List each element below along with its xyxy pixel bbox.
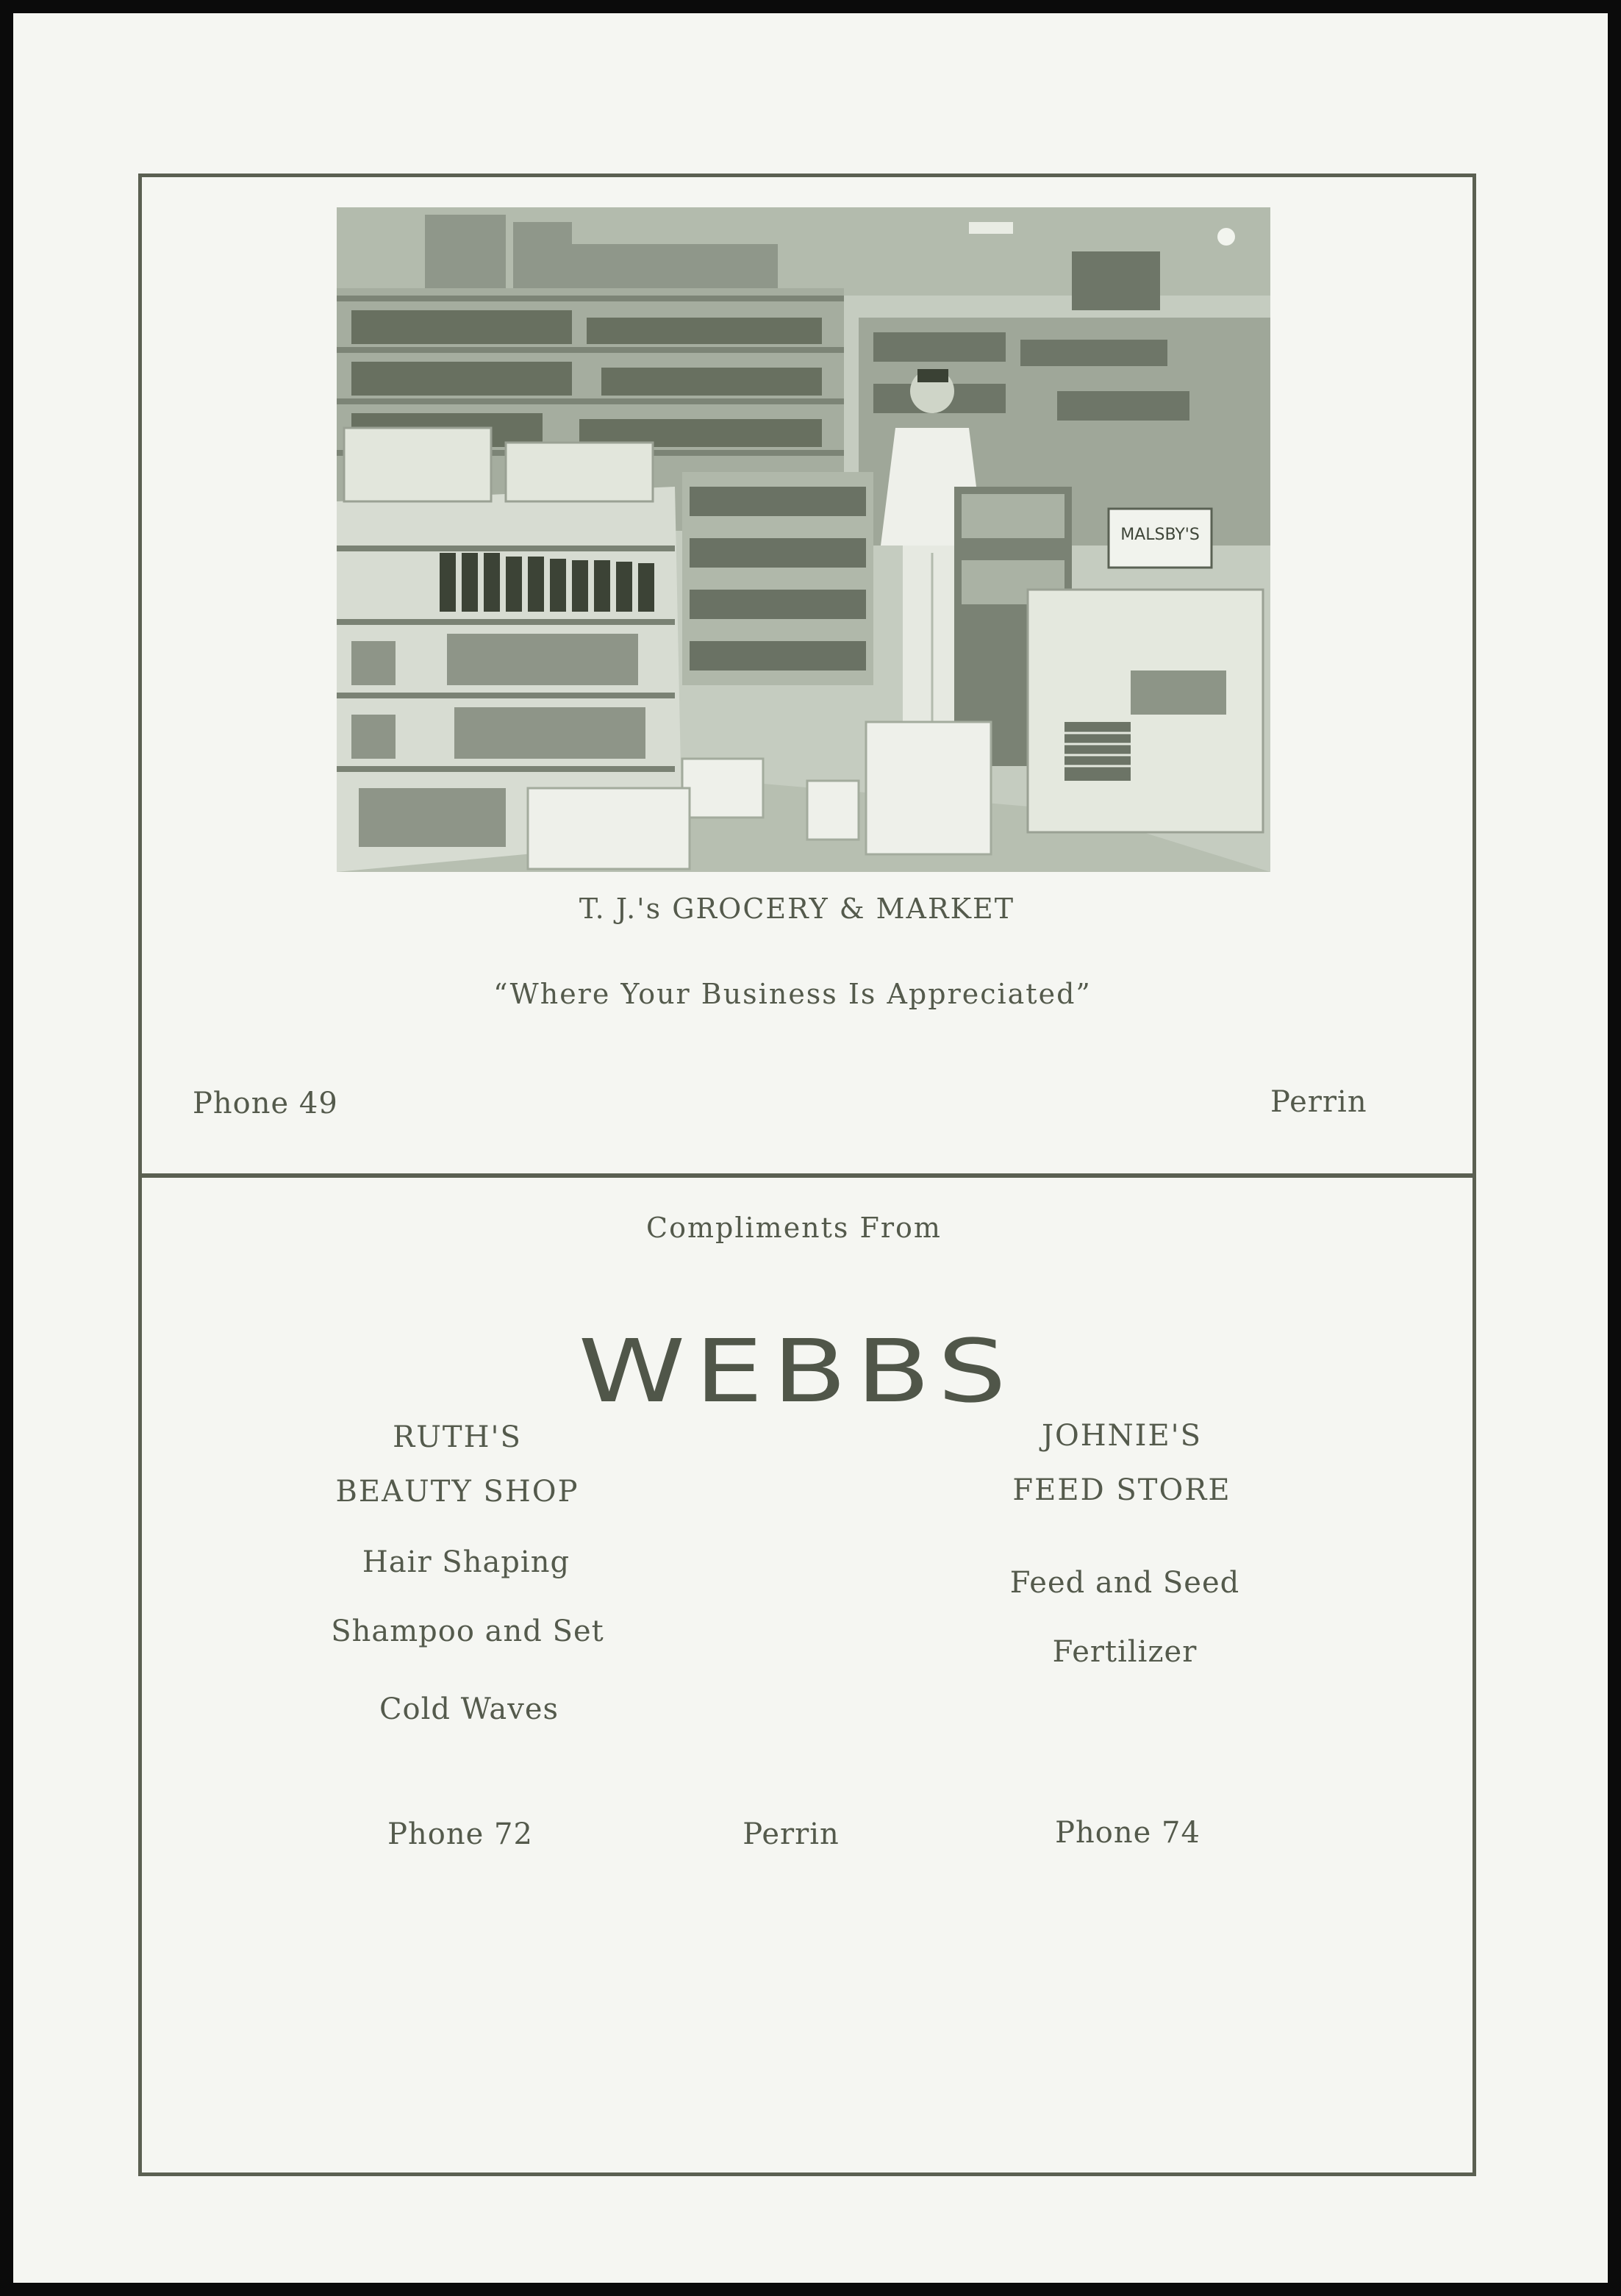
grocery-town: Perrin [1270,1085,1367,1119]
grocery-store-photo [337,207,1270,872]
grocery-store-name: T. J.'s GROCERY & MARKET [579,893,1015,925]
beauty-service: Hair Shaping [362,1545,570,1579]
feed-store-name-line2: FEED STORE [1012,1473,1231,1507]
feed-store-phone: Phone 74 [1055,1816,1200,1850]
webbs-town: Perrin [742,1817,840,1851]
grocery-slogan: “Where Your Business Is Appreciated” [493,978,1092,1010]
compliments-from: Compliments From [646,1212,942,1244]
yearbook-page [13,13,1608,2283]
webbs-family-name: WEBBS [578,1320,1016,1422]
beauty-shop-phone: Phone 72 [387,1817,533,1851]
feed-service: Feed and Seed [1009,1566,1240,1600]
beauty-shop-name-line2: BEAUTY SHOP [335,1475,579,1509]
beauty-service: Cold Waves [379,1692,559,1726]
grocery-phone: Phone 49 [193,1087,338,1120]
feed-service: Fertilizer [1052,1635,1198,1669]
malsby-sign: MALSBY'S [1120,526,1200,544]
beauty-shop-name-line1: RUTH'S [393,1420,522,1454]
feed-store-name-line1: JOHNIE'S [1041,1419,1203,1453]
beauty-service: Shampoo and Set [331,1614,604,1648]
